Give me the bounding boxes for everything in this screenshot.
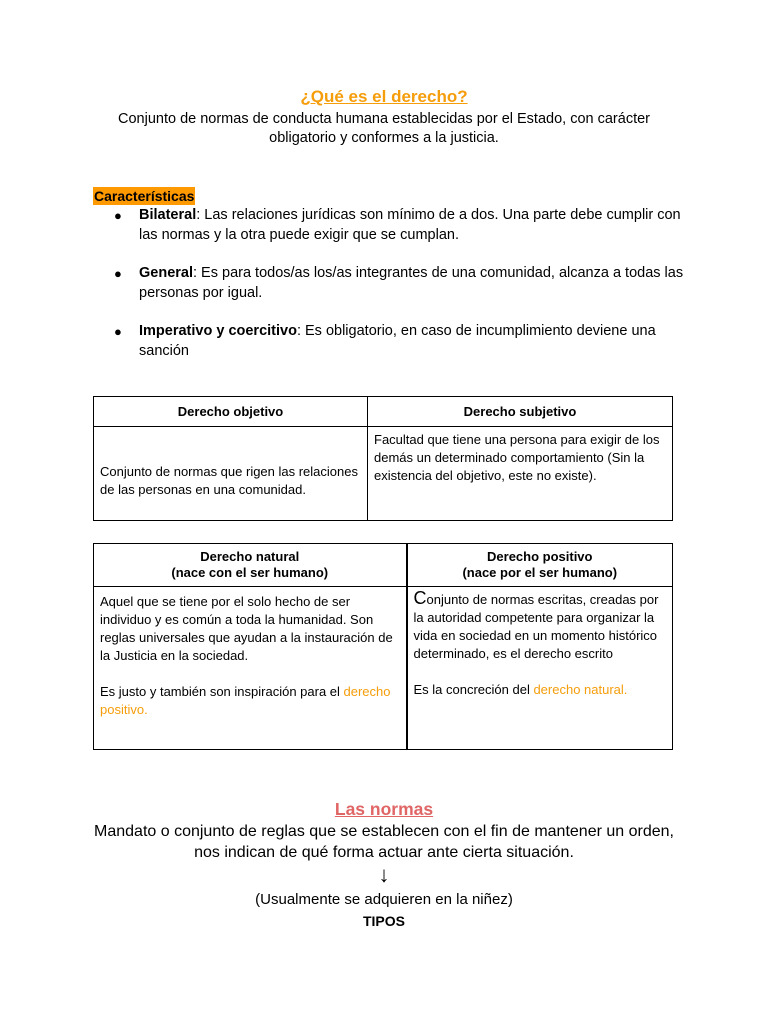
norms-note: (Usualmente se adquieren en la niñez)	[255, 891, 513, 908]
characteristics-heading: Características	[94, 188, 195, 204]
item-term: Imperativo y coercitivo	[139, 323, 297, 339]
list-item	[94, 206, 684, 245]
bullet-icon: ●	[114, 266, 122, 281]
table-header: Derecho subjetivo	[368, 397, 673, 427]
list-item	[94, 264, 684, 303]
tipos-heading: TIPOS	[362, 913, 405, 929]
header-line: Derecho positivo	[487, 549, 593, 564]
natural-positive-table	[93, 543, 673, 750]
cell-text: Es justo y también son inspiración para el	[100, 684, 344, 699]
header-line: (nace con el ser humano)	[171, 565, 329, 580]
cell-paragraph	[414, 681, 667, 699]
table-header	[94, 544, 407, 587]
cell-paragraph	[414, 589, 667, 663]
item-text: : Es para todos/as los/as integrantes de una comunidad, alcanza a todas las personas por igual.	[139, 265, 684, 301]
cell-paragraph	[100, 683, 400, 719]
header-line: Derecho natural	[200, 549, 300, 564]
item-text: : Es obligatorio, en caso de incumplimiento deviene una sanción	[139, 323, 656, 359]
table-cell	[407, 587, 673, 750]
cell-text: onjunto de normas escritas, creadas por la autoridad competente para organizar la vida en sociedad en un momento histórico determinado, es el derecho escrito	[413, 592, 659, 661]
derecho-natural-link[interactable]: derecho natural.	[533, 682, 628, 697]
objective-subjective-table	[93, 396, 673, 521]
arrow-down-icon: ↓	[378, 862, 390, 887]
characteristics-list	[94, 206, 684, 380]
cell-text: Es la concreción del	[413, 682, 534, 697]
item-term: General	[139, 265, 193, 281]
table-cell: Facultad que tiene una persona para exigir de los demás un determinado comportamiento (Sin la existencia del objetivo, este no existe).	[368, 427, 673, 521]
table-header: Derecho objetivo	[94, 397, 368, 427]
item-term: Bilateral	[139, 207, 197, 223]
norms-title: Las normas	[334, 799, 434, 819]
item-text: : Las relaciones jurídicas son mínimo de a dos. Una parte debe cumplir con las normas y la otra puede exigir que se cumplan.	[139, 207, 681, 243]
cell-paragraph: Aquel que se tiene por el solo hecho de ser individuo y es común a toda la humanidad. Son reglas universales que ayudan a la instauración de la Justicia en la sociedad.	[100, 594, 393, 663]
bullet-icon: ●	[114, 324, 122, 339]
norms-paragraph: Mandato o conjunto de reglas que se establecen con el fin de mantener un orden, nos indican de qué forma actuar ante cierta situación.	[94, 823, 674, 861]
table-header	[407, 544, 673, 587]
table-cell	[94, 587, 407, 750]
bullet-icon: ●	[114, 208, 122, 223]
header-line: (nace por el ser humano)	[462, 565, 618, 580]
drop-initial: C	[413, 588, 427, 608]
table-cell: Conjunto de normas que rigen las relaciones de las personas en una comunidad.	[94, 427, 368, 521]
derecho-positivo-link[interactable]: derecho positivo.	[100, 684, 391, 717]
page-title: ¿Qué es el derecho?	[300, 87, 468, 106]
list-item	[94, 322, 684, 361]
intro-paragraph: Conjunto de normas de conducta humana establecidas por el Estado, con carácter obligatorio y conformes a la justicia.	[118, 111, 650, 146]
